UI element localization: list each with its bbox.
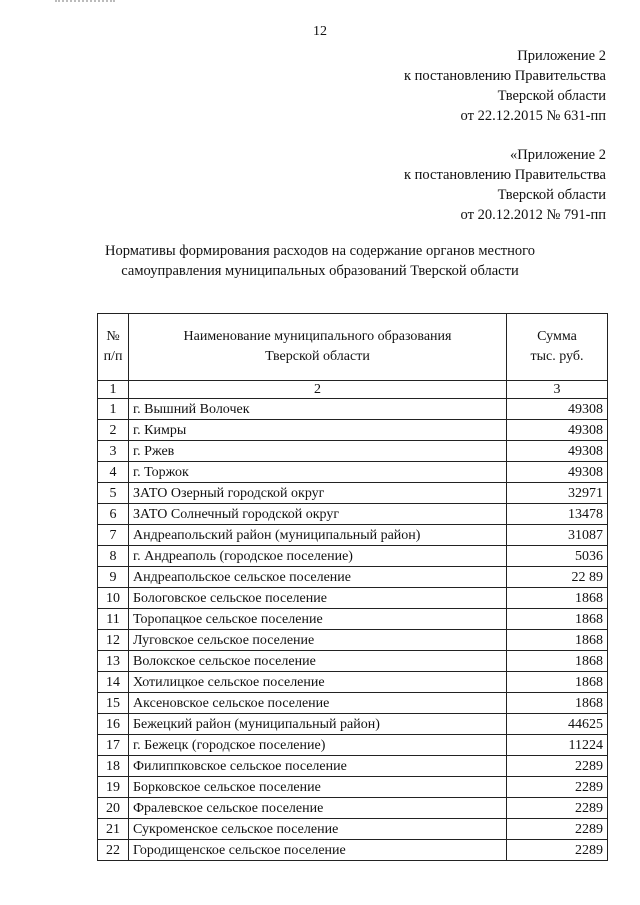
table-row — [98, 483, 608, 504]
row-name: Городищенское сельское поселение — [129, 840, 507, 861]
header-name — [129, 314, 507, 381]
row-number: 5 — [98, 483, 129, 504]
row-name: Сукроменское сельское поселение — [129, 819, 507, 840]
table-row — [98, 441, 608, 462]
row-number: 1 — [98, 399, 129, 420]
row-name: г. Андреаполь (городское поселение) — [129, 546, 507, 567]
row-number: 8 — [98, 546, 129, 567]
table-row — [98, 798, 608, 819]
table-body — [98, 399, 608, 861]
table-row — [98, 651, 608, 672]
row-sum: 2289 — [507, 840, 608, 861]
table-row — [98, 525, 608, 546]
row-sum: 11224 — [507, 735, 608, 756]
table-row — [98, 819, 608, 840]
row-sum: 1868 — [507, 672, 608, 693]
row-sum: 5036 — [507, 546, 608, 567]
row-number: 9 — [98, 567, 129, 588]
column-number-2: 2 — [129, 381, 507, 399]
row-name: ЗАТО Озерный городской округ — [129, 483, 507, 504]
row-number: 18 — [98, 756, 129, 777]
row-sum: 1868 — [507, 588, 608, 609]
row-name: Андреапольское сельское поселение — [129, 567, 507, 588]
norms-table — [97, 313, 608, 861]
row-name: Андреапольский район (муниципальный район) — [129, 525, 507, 546]
table-row — [98, 588, 608, 609]
header-name-line1: Наименование муниципального образования — [183, 329, 452, 344]
table-row — [98, 420, 608, 441]
table-row — [98, 546, 608, 567]
header-num — [98, 314, 129, 381]
document-title-line2: самоуправления муниципальных образований Тверской области — [121, 263, 519, 279]
appendix-current-line2: к постановлению Правительства — [404, 68, 606, 84]
row-name: Хотилицкое сельское поселение — [129, 672, 507, 693]
row-name: г. Вышний Волочек — [129, 399, 507, 420]
row-sum: 32971 — [507, 483, 608, 504]
header-sum-line1: Сумма — [537, 329, 577, 344]
table-row — [98, 735, 608, 756]
row-number: 3 — [98, 441, 129, 462]
row-name: Борковское сельское поселение — [129, 777, 507, 798]
row-name: г. Ржев — [129, 441, 507, 462]
row-sum: 2289 — [507, 819, 608, 840]
column-number-row — [98, 381, 608, 399]
row-number: 11 — [98, 609, 129, 630]
table-row — [98, 630, 608, 651]
document-title-line1: Нормативы формирования расходов на содержание органов местного — [105, 243, 535, 259]
row-name: Аксеновское сельское поселение — [129, 693, 507, 714]
row-sum: 44625 — [507, 714, 608, 735]
appendix-current-line1: Приложение 2 — [517, 48, 606, 64]
row-number: 4 — [98, 462, 129, 483]
appendix-header-previous — [404, 145, 606, 225]
table-row — [98, 609, 608, 630]
table-row — [98, 567, 608, 588]
scan-artifact — [55, 0, 115, 4]
table-row — [98, 714, 608, 735]
table-row — [98, 672, 608, 693]
row-name: г. Кимры — [129, 420, 507, 441]
row-sum: 49308 — [507, 441, 608, 462]
row-number: 2 — [98, 420, 129, 441]
header-num-line2: п/п — [103, 349, 123, 364]
row-name: г. Бежецк (городское поселение) — [129, 735, 507, 756]
appendix-previous-line3: Тверской области — [497, 187, 606, 203]
row-sum: 1868 — [507, 693, 608, 714]
header-sum — [507, 314, 608, 381]
row-number: 6 — [98, 504, 129, 525]
row-number: 20 — [98, 798, 129, 819]
row-sum: 1868 — [507, 630, 608, 651]
column-number-3: 3 — [507, 381, 608, 399]
header-num-line1: № — [106, 329, 120, 344]
header-sum-line2: тыс. руб. — [530, 349, 584, 364]
row-number: 15 — [98, 693, 129, 714]
table-row — [98, 693, 608, 714]
row-sum: 2289 — [507, 756, 608, 777]
row-number: 13 — [98, 651, 129, 672]
row-sum: 49308 — [507, 462, 608, 483]
row-number: 10 — [98, 588, 129, 609]
row-number: 19 — [98, 777, 129, 798]
appendix-current-line4: от 22.12.2015 № 631-пп — [460, 108, 606, 124]
row-name: Бологовское сельское поселение — [129, 588, 507, 609]
row-name: ЗАТО Солнечный городской округ — [129, 504, 507, 525]
appendix-previous-line1: «Приложение 2 — [510, 147, 606, 163]
table-row — [98, 756, 608, 777]
row-sum: 1868 — [507, 609, 608, 630]
row-name: Луговское сельское поселение — [129, 630, 507, 651]
row-sum: 1868 — [507, 651, 608, 672]
appendix-previous-line2: к постановлению Правительства — [404, 167, 606, 183]
row-number: 14 — [98, 672, 129, 693]
row-sum: 22 89 — [507, 567, 608, 588]
table-row — [98, 399, 608, 420]
appendix-previous-line4: от 20.12.2012 № 791-пп — [460, 207, 606, 223]
table-row — [98, 840, 608, 861]
row-name: Бежецкий район (муниципальный район) — [129, 714, 507, 735]
row-sum: 49308 — [507, 420, 608, 441]
row-sum: 2289 — [507, 798, 608, 819]
document-title — [70, 241, 570, 281]
row-sum: 49308 — [507, 399, 608, 420]
table-row — [98, 462, 608, 483]
page-number: 12 — [313, 24, 327, 39]
row-name: Волокское сельское поселение — [129, 651, 507, 672]
appendix-current-line3: Тверской области — [497, 88, 606, 104]
row-number: 22 — [98, 840, 129, 861]
table-header-row — [98, 314, 608, 381]
header-name-line2: Тверской области — [265, 349, 370, 364]
column-number-1: 1 — [98, 381, 129, 399]
row-sum: 31087 — [507, 525, 608, 546]
table-row — [98, 504, 608, 525]
row-sum: 2289 — [507, 777, 608, 798]
row-name: Фралевское сельское поселение — [129, 798, 507, 819]
appendix-header-current — [404, 46, 606, 126]
table-row — [98, 777, 608, 798]
row-name: Филиппковское сельское поселение — [129, 756, 507, 777]
row-number: 21 — [98, 819, 129, 840]
row-sum: 13478 — [507, 504, 608, 525]
row-number: 7 — [98, 525, 129, 546]
row-name: Торопацкое сельское поселение — [129, 609, 507, 630]
row-number: 16 — [98, 714, 129, 735]
row-number: 12 — [98, 630, 129, 651]
row-number: 17 — [98, 735, 129, 756]
row-name: г. Торжок — [129, 462, 507, 483]
